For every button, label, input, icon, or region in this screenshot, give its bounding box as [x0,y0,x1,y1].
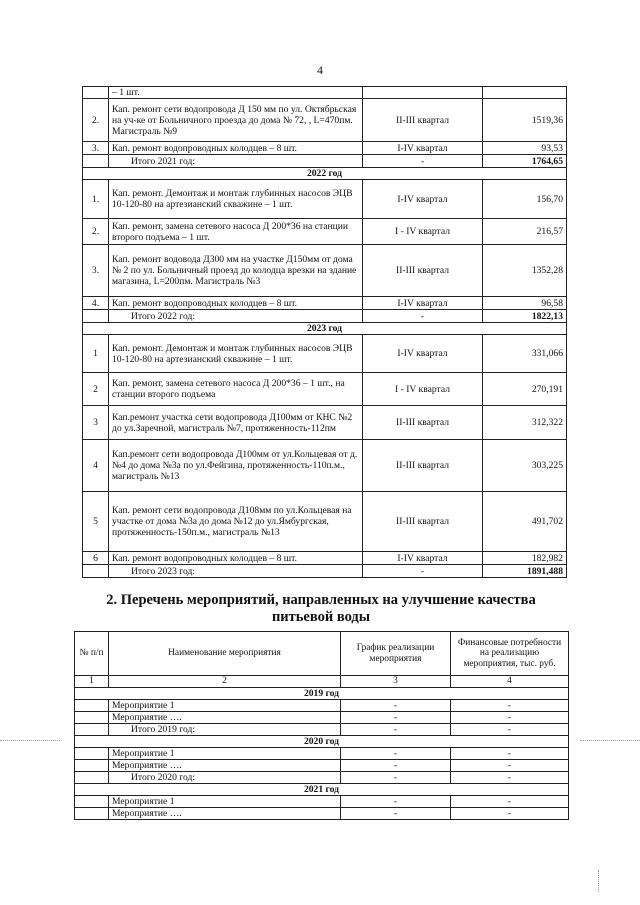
header-finance: Финансовые потребности на реализацию мероприятия, тыс. руб. [451,632,569,676]
finance: - [451,748,569,760]
header-row [75,632,569,676]
table-row [75,712,569,724]
capital-repair-table [82,86,567,578]
period: - [363,155,483,168]
year-row [83,168,567,180]
row-number: 3 [83,406,109,440]
total-label: Итого 2023 год: [109,565,363,578]
row-number [83,565,109,578]
period: II-III квартал [363,99,483,142]
measure-name: Мероприятие …. [109,760,341,772]
measure-name: Мероприятие 1 [109,748,341,760]
total-amount: 1764,65 [483,155,567,168]
finance: - [451,712,569,724]
item-name: Кап. ремонт водопроводных колодцев – 8 шт. [109,297,363,310]
total-row [83,310,567,323]
total-amount: 1822,13 [483,310,567,323]
amount: 93,53 [483,142,567,155]
measure-name: Мероприятие …. [109,712,341,724]
finance: - [451,760,569,772]
period: I-IV квартал [363,297,483,310]
row-number [75,724,109,736]
row-number [75,772,109,784]
amount: 216,57 [483,219,567,245]
column-number: 2 [109,676,341,688]
header-num: № п/п [75,632,109,676]
schedule: - [341,712,451,724]
row-number: 4. [83,297,109,310]
row-number [75,760,109,772]
year-row [75,784,569,796]
header-schedule: График реализации мероприятия [341,632,451,676]
table-row [75,748,569,760]
row-number: 6 [83,552,109,565]
row-number: 3. [83,245,109,297]
table-row [83,297,567,310]
year-row [75,688,569,700]
table-row [83,142,567,155]
item-name: Кап. ремонт сети водопровода Д 150 мм по ул. Октябрьская на уч-ке от Больничного проезда до дома № 72, , L=470пм. Магистраль №9 [109,99,363,142]
year-heading: 2020 год [75,736,569,748]
finance: - [451,808,569,820]
item-name: Кап. ремонт, замена сетевого насоса Д 200*36 на станции второго подъема – 1 шт. [109,219,363,245]
column-number: 3 [341,676,451,688]
item-name: Кап. ремонт водопроводных колодцев – 8 шт. [109,142,363,155]
finance: - [451,724,569,736]
amount: 331,066 [483,335,567,373]
period: II-III квартал [363,245,483,297]
period: I-IV квартал [363,552,483,565]
total-row [75,724,569,736]
period: II-III квартал [363,492,483,552]
schedule: - [341,724,451,736]
period: - [363,310,483,323]
total-label: Итого 2022 год: [109,310,363,323]
amount [483,87,567,99]
item-name: Кап. ремонт. Демонтаж и монтаж глубинных насосов ЭЦВ 10-120-80 на артезианский скважине – 1 шт. [109,180,363,219]
row-number: 2. [83,219,109,245]
table-row [75,700,569,712]
total-amount: 1891,488 [483,565,567,578]
amount: 491,702 [483,492,567,552]
schedule: - [341,796,451,808]
row-number: 1 [83,335,109,373]
table-row [83,406,567,440]
page-number: 4 [317,63,323,77]
total-label: Итого 2019 год: [109,724,341,736]
period: I-IV квартал [363,335,483,373]
header-name: Наименование мероприятия [109,632,341,676]
total-row [75,772,569,784]
table-row [83,180,567,219]
row-number [75,700,109,712]
item-name: Кап. ремонт водопроводных колодцев – 8 шт. [109,552,363,565]
scan-artifact [0,740,60,741]
schedule: - [341,760,451,772]
row-number [75,748,109,760]
period: II-III квартал [363,406,483,440]
period: I - IV квартал [363,373,483,406]
total-row [83,155,567,168]
measure-name: Мероприятие …. [109,808,341,820]
finance: - [451,772,569,784]
table-row [83,335,567,373]
column-number-row [75,676,569,688]
schedule: - [341,700,451,712]
period: I-IV квартал [363,142,483,155]
finance: - [451,796,569,808]
row-number [83,155,109,168]
measure-name: Мероприятие 1 [109,700,341,712]
year-heading: 2023 год [83,323,567,335]
schedule: - [341,808,451,820]
table-row [83,219,567,245]
item-name: Кап. ремонт водовода Д300 мм на участке Д150мм от дома № 2 по ул. Больничный проезд до колодца врезки на здание магазина, L=200пм. Магистраль №3 [109,245,363,297]
row-number: 4 [83,440,109,492]
row-number [75,712,109,724]
scan-artifact [598,870,599,892]
item-name: Кап. ремонт. Демонтаж и монтаж глубинных насосов ЭЦВ 10-120-80 на артезианский скважине – 1 шт. [109,335,363,373]
item-name: Кап. ремонт сети водопровода Д108мм по ул.Кольцевая на участке от дома №3а до дома №12 до ул.Ямбургская, протяженность-150п.м., магистраль №13 [109,492,363,552]
schedule: - [341,772,451,784]
continuation-row [83,87,567,99]
table-row [83,373,567,406]
year-row [83,323,567,335]
table-row [83,492,567,552]
row-number: 3. [83,142,109,155]
amount: 303,225 [483,440,567,492]
table-row [75,796,569,808]
year-heading: 2022 год [83,168,567,180]
table-row [83,552,567,565]
period: - [363,565,483,578]
year-heading: 2019 год [75,688,569,700]
row-number [75,808,109,820]
measure-name: Мероприятие 1 [109,796,341,808]
table-row [83,245,567,297]
period: I - IV квартал [363,219,483,245]
scan-artifact [580,740,640,741]
row-number [83,87,109,99]
row-number [83,310,109,323]
period [363,87,483,99]
amount: 182,982 [483,552,567,565]
table-row [75,760,569,772]
row-number: 5 [83,492,109,552]
row-number [75,796,109,808]
period: I-IV квартал [363,180,483,219]
amount: 270,191 [483,373,567,406]
year-row [75,736,569,748]
amount: 96,58 [483,297,567,310]
amount: 1519,36 [483,99,567,142]
total-label: Итого 2020 год: [109,772,341,784]
finance: - [451,700,569,712]
item-name: Кап.ремонт сети водопровода Д100мм от ул.Кольцевая от д.№4 до дома №3а по ул.Фейгина, протяженность-110п.м., магистраль №13 [109,440,363,492]
section-2-heading: 2. Перечень мероприятий, направленных на улучшение качества питьевой воды [106,592,536,625]
column-number: 1 [75,676,109,688]
table-row [83,99,567,142]
item-name: – 1 шт. [109,87,363,99]
item-name: Кап.ремонт участка сети водопровода Д100мм от КНС №2 до ул.Заречной, магистраль №7, протяженность-112пм [109,406,363,440]
column-number: 4 [451,676,569,688]
row-number: 2 [83,373,109,406]
row-number: 1. [83,180,109,219]
schedule: - [341,748,451,760]
amount: 156,70 [483,180,567,219]
total-label: Итого 2021 год: [109,155,363,168]
amount: 1352,28 [483,245,567,297]
item-name: Кап. ремонт, замена сетевого насоса Д 200*36 – 1 шт., на станции второго подъема [109,373,363,406]
table-row [75,808,569,820]
year-heading: 2021 год [75,784,569,796]
table-row [83,440,567,492]
row-number: 2. [83,99,109,142]
period: II-III квартал [363,440,483,492]
total-row [83,565,567,578]
measures-table [74,631,569,820]
amount: 312,322 [483,406,567,440]
